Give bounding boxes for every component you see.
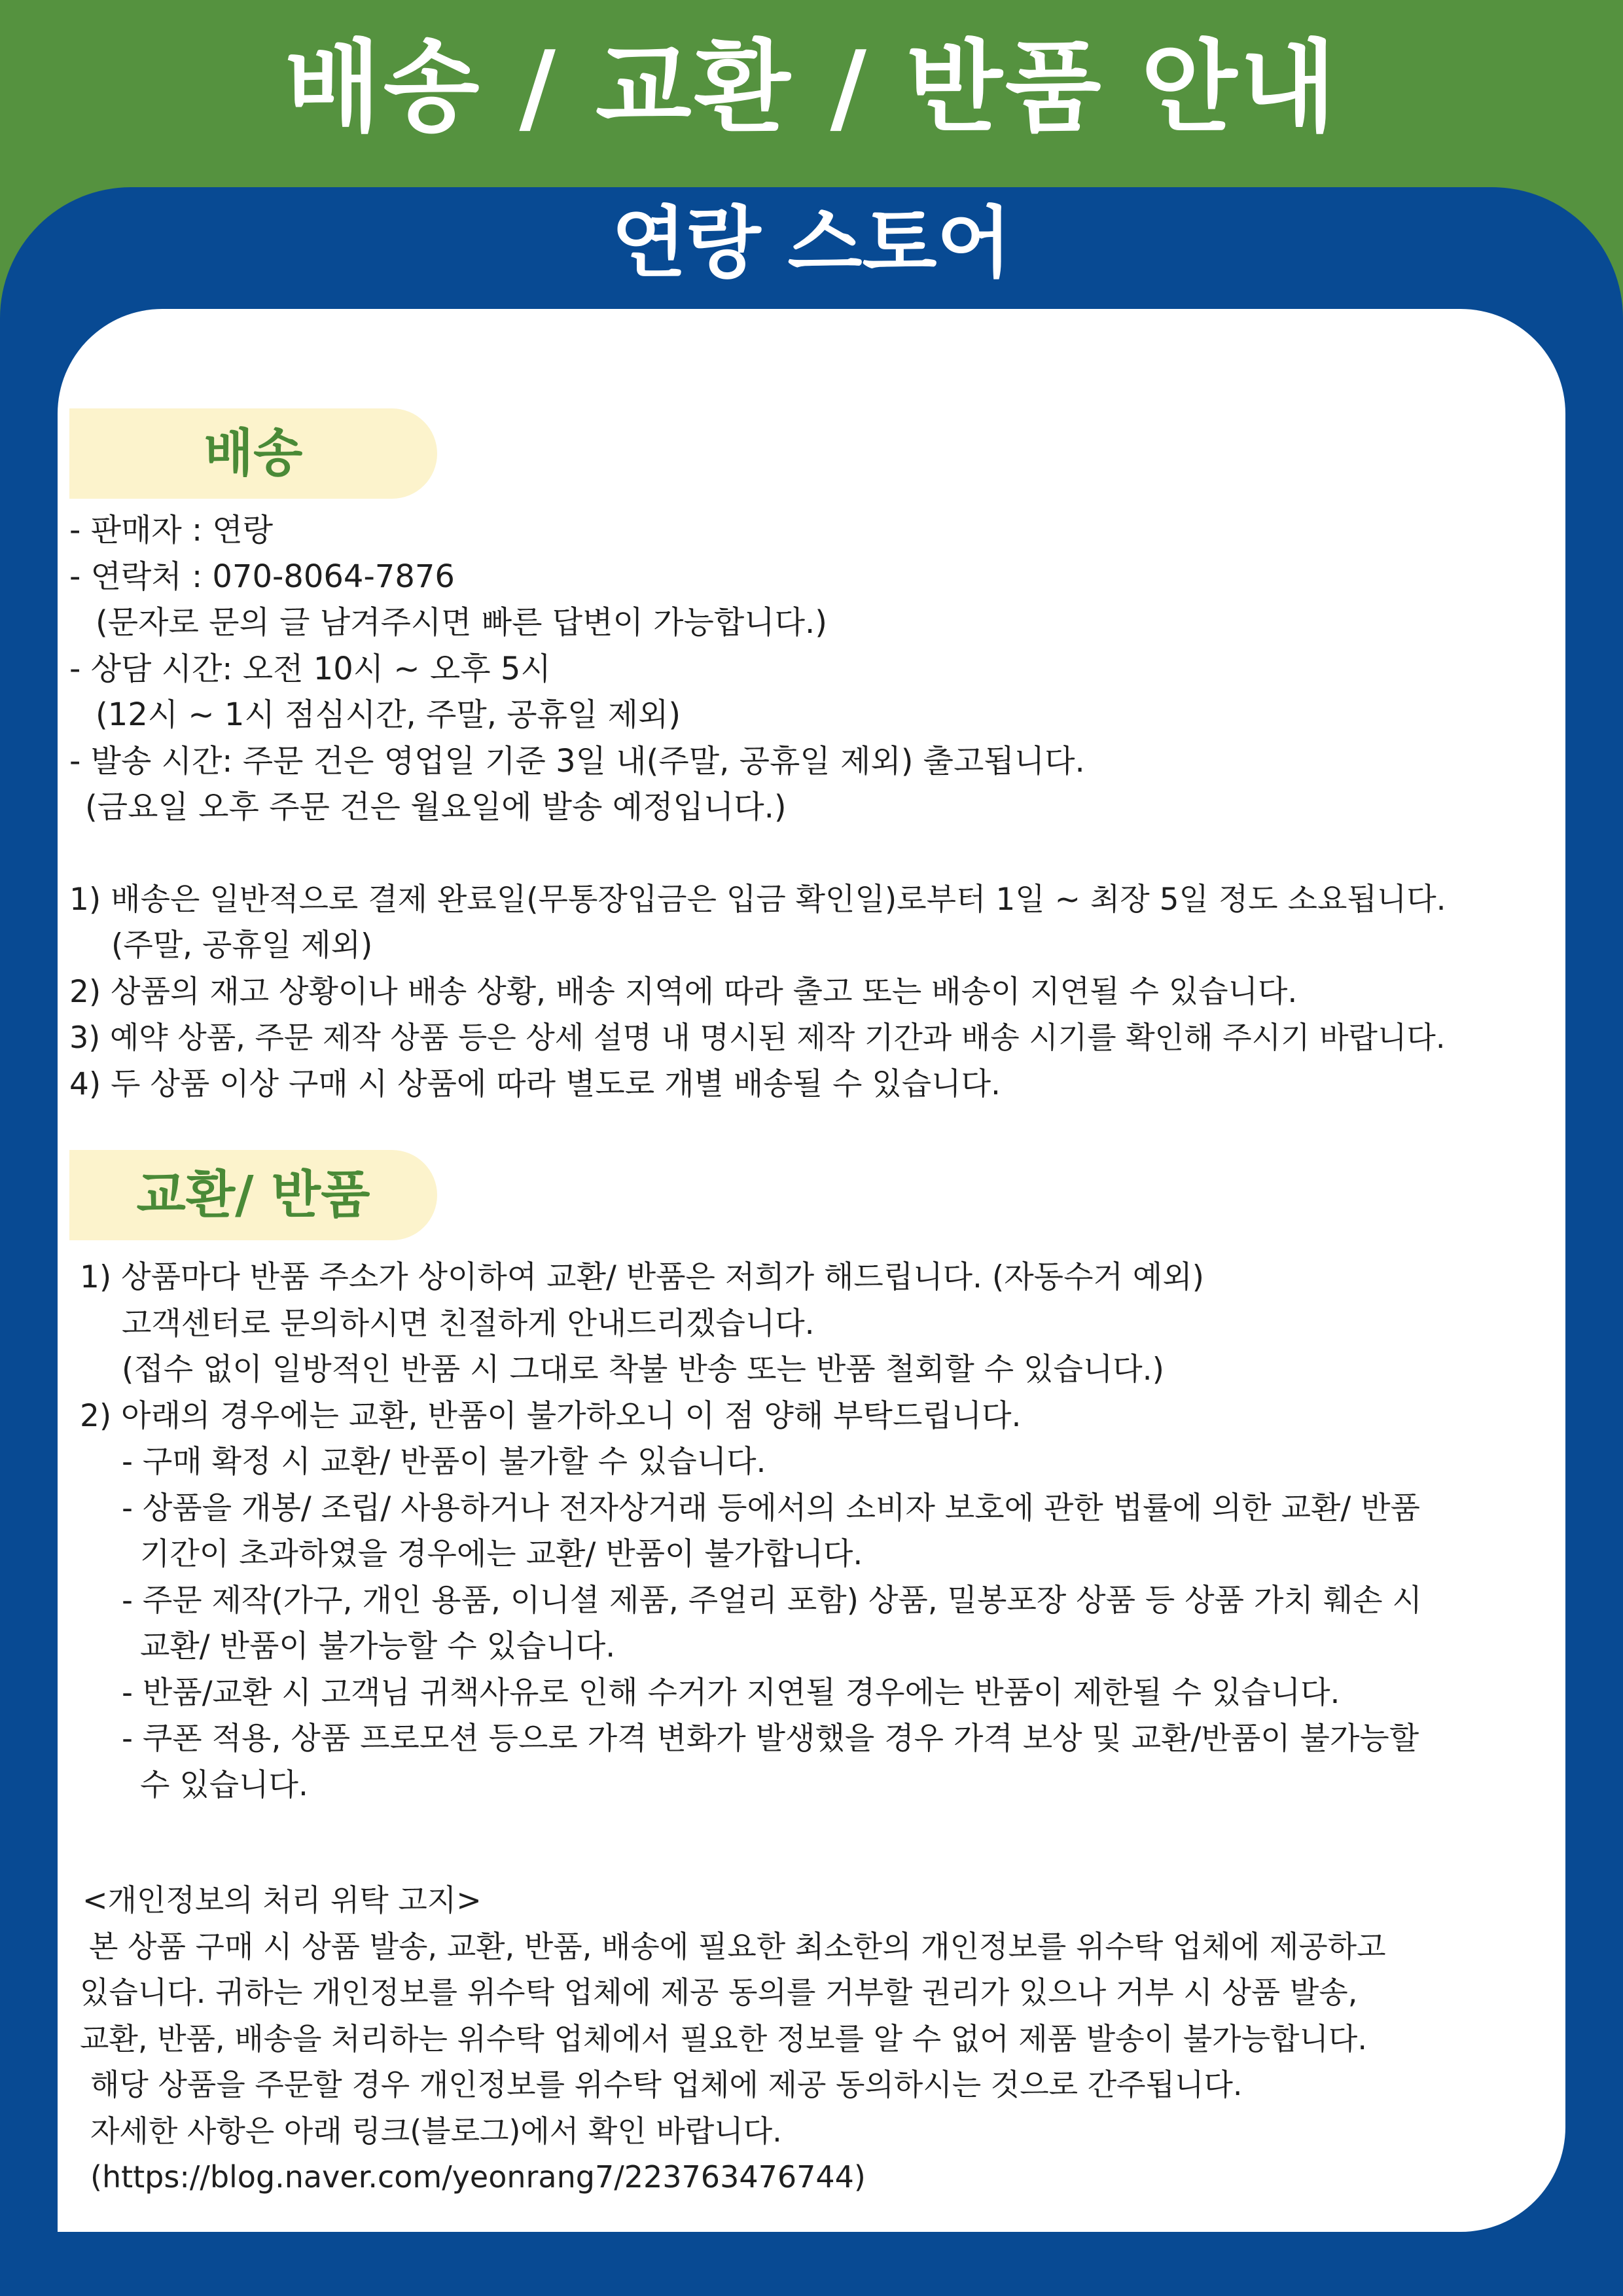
privacy-line-3: 교환, 반품, 배송을 처리하는 위수탁 업체에서 필요한 정보를 알 수 없어 제품 발송이 불가능합니다. bbox=[80, 2021, 1367, 2056]
shipping-note-1-sub: (주말, 공휴일 제외) bbox=[111, 927, 373, 963]
returns-item-1-line-2: 고객센터로 문의하시면 친절하게 안내드리겠습니다. bbox=[122, 1306, 815, 1342]
dispatch-time-note: (금요일 오후 주문 건은 월요일에 발송 예정입니다.) bbox=[85, 789, 787, 825]
returns-case-4: - 반품/교환 시 고객님 귀책사유로 인해 수거가 지연될 경우에는 반품이 제한될 수 있습니다. bbox=[122, 1675, 1340, 1711]
page-title: 배송 / 교환 / 반품 안내 bbox=[284, 29, 1339, 145]
privacy-line-2: 있습니다. 귀하는 개인정보를 위수탁 업체에 제공 동의를 거부할 권리가 있으나 거부 시 상품 발송, bbox=[80, 1975, 1358, 2010]
returns-item-2: 2) 아래의 경우에는 교환, 반품이 불가하오니 이 점 양해 부탁드립니다. bbox=[80, 1398, 1022, 1434]
returns-section-title: 교환/ 반품 bbox=[69, 1150, 437, 1240]
shipping-note-1: 1) 배송은 일반적으로 결제 완료일(무통장입금은 입금 확인일)로부터 1일 ~ 최장 5일 정도 소요됩니다. bbox=[69, 882, 1446, 918]
contact-note: (문자로 문의 글 남겨주시면 빠른 답변이 가능합니다.) bbox=[96, 604, 827, 641]
returns-case-3-cont: 교환/ 반품이 불가능할 수 있습니다. bbox=[140, 1628, 616, 1664]
shipping-note-2: 2) 상품의 재고 상황이나 배송 상황, 배송 지역에 따라 출고 또는 배송이 지연될 수 있습니다. bbox=[69, 974, 1298, 1010]
store-name: 연랑 스토어 bbox=[611, 198, 1012, 288]
dispatch-time-line: - 발송 시간: 주문 건은 영업일 기준 3일 내(주말, 공휴일 제외) 출고됩니다. bbox=[69, 743, 1085, 780]
consult-hours-line: - 상담 시간: 오전 10시 ~ 오후 5시 bbox=[69, 651, 551, 687]
contact-line: - 연락처 : 070-8064-7876 bbox=[69, 558, 455, 595]
returns-case-1: - 구매 확정 시 교환/ 반품이 불가할 수 있습니다. bbox=[122, 1444, 766, 1480]
privacy-line-5: 자세한 사항은 아래 링크(블로그)에서 확인 바랍니다. bbox=[90, 2113, 782, 2149]
returns-item-1-line-3: (접수 없이 일방적인 반품 시 그대로 착불 반송 또는 반품 철회할 수 있습니다.) bbox=[122, 1352, 1164, 1388]
privacy-heading: <개인정보의 처리 위탁 고지> bbox=[82, 1882, 482, 1918]
privacy-line-1: 본 상품 구매 시 상품 발송, 교환, 반품, 배송에 필요한 최소한의 개인정보를 위수탁 업체에 제공하고 bbox=[89, 1929, 1386, 1964]
returns-case-5: - 쿠폰 적용, 상품 프로모션 등으로 가격 변화가 발생했을 경우 가격 보상 및 교환/반품이 불가능할 bbox=[122, 1721, 1419, 1757]
seller-line: - 판매자 : 연랑 bbox=[69, 512, 274, 548]
blog-link[interactable]: (https://blog.naver.com/yeonrang7/223763476744) bbox=[90, 2159, 866, 2195]
returns-case-2: - 상품을 개봉/ 조립/ 사용하거나 전자상거래 등에서의 소비자 보호에 관한 법률에 의한 교환/ 반품 bbox=[122, 1490, 1420, 1526]
returns-case-5-cont: 수 있습니다. bbox=[140, 1767, 308, 1803]
returns-case-3: - 주문 제작(가구, 개인 용품, 이니셜 제품, 주얼리 포함) 상품, 밀봉포장 상품 등 상품 가치 훼손 시 bbox=[122, 1583, 1422, 1619]
consult-hours-note: (12시 ~ 1시 점심시간, 주말, 공휴일 제외) bbox=[96, 696, 681, 733]
returns-case-2-cont: 기간이 초과하였을 경우에는 교환/ 반품이 불가합니다. bbox=[140, 1536, 863, 1572]
privacy-line-4: 해당 상품을 주문할 경우 개인정보를 위수탁 업체에 제공 동의하시는 것으로 간주됩니다. bbox=[90, 2067, 1243, 2102]
returns-item-1: 1) 상품마다 반품 주소가 상이하여 교환/ 반품은 저희가 해드립니다. (자동수거 예외) bbox=[80, 1259, 1204, 1295]
shipping-note-3: 3) 예약 상품, 주문 제작 상품 등은 상세 설명 내 명시된 제작 기간과 배송 시기를 확인해 주시기 바랍니다. bbox=[69, 1020, 1446, 1055]
shipping-note-4: 4) 두 상품 이상 구매 시 상품에 따라 별도로 개별 배송될 수 있습니다. bbox=[69, 1066, 1001, 1102]
shipping-section-title: 배송 bbox=[69, 408, 437, 499]
